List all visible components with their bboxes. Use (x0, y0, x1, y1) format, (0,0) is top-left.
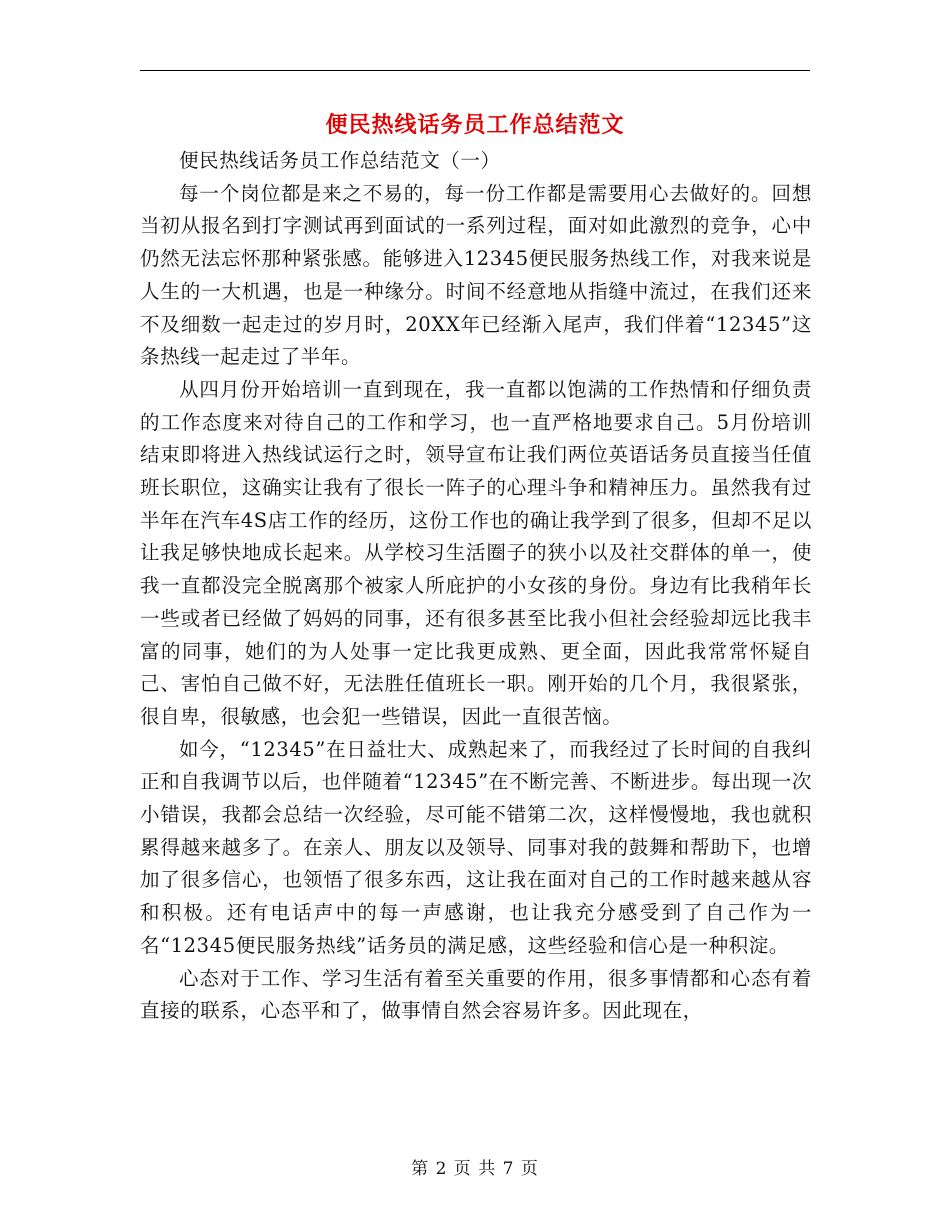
paragraph-subtitle: 便民热线话务员工作总结范文（一） (179, 149, 501, 172)
paragraph-2: 从四月份开始培训一直到现在，我一直都以饱满的工作热情和仔细负责的工作态度来对待自己的工作和学习，也一直严格地要求自己。5月份培训结束即将进入热线试运行之时，领导宣布让我们两位英语话务员直接当任值班长职位，这确实让我有了很长一阵子的心理斗争和精神压力。虽然我有过半年在汽车4S店工作的经历，这份工作也的确让我学到了很多，但却不足以让我足够快地成长起来。从学校习生活圈子的狭小以及社交群体的单一，使我一直都没完全脱离那个被家人所庇护的小女孩的身份。身边有比我稍年长一些或者已经做了妈妈的同事，还有很多甚至比我小但社会经验却远比我丰富的同事，她们的为人处事一定比我更成熟、更全面，因此我常常怀疑自己、害怕自己做不好，无法胜任值班长一职。刚开始的几个月，我很紧张，很自卑，很敏感，也会犯一些错误，因此一直很苦恼。 (140, 377, 812, 728)
document-body (140, 145, 812, 1028)
page-number: 第 2 页 共 7 页 (411, 1159, 539, 1179)
paragraph-3: 如今，“12345”在日益壮大、成熟起来了，而我经过了长时间的自我纠正和自我调节以后，也伴随着“12345”在不断完善、不断进步。每出现一次小错误，我都会总结一次经验，尽可能不错第二次，这样慢慢地，我也就积累得越来越多了。在亲人、朋友以及领导、同事对我的鼓舞和帮助下，也增加了很多信心，也领悟了很多东西，这让我在面对自己的工作时越来越从容和积极。还有电话声中的每一声感谢，也让我充分感受到了自己作为一名“12345便民服务热线”话务员的满足感，这些经验和信心是一种积淀。 (140, 737, 812, 957)
header-rule (140, 70, 810, 71)
document-title: 便民热线话务员工作总结范文 (325, 112, 625, 138)
paragraph-4: 心态对于工作、学习生活有着至关重要的作用，很多事情都和心态有着直接的联系，心态平和了，做事情自然会容易许多。因此现在， (140, 966, 812, 1023)
paragraph-1: 每一个岗位都是来之不易的，每一份工作都是需要用心去做好的。回想当初从报名到打字测试再到面试的一系列过程，面对如此激烈的竞争，心中仍然无法忘怀那种紧张感。能够进入12345便民服务热线工作，对我来说是人生的一大机遇，也是一种缘分。时间不经意地从指缝中流过，在我们还来不及细数一起走过的岁月时，20XX年已经渐入尾声，我们伴着“12345”这条热线一起走过了半年。 (140, 181, 812, 369)
